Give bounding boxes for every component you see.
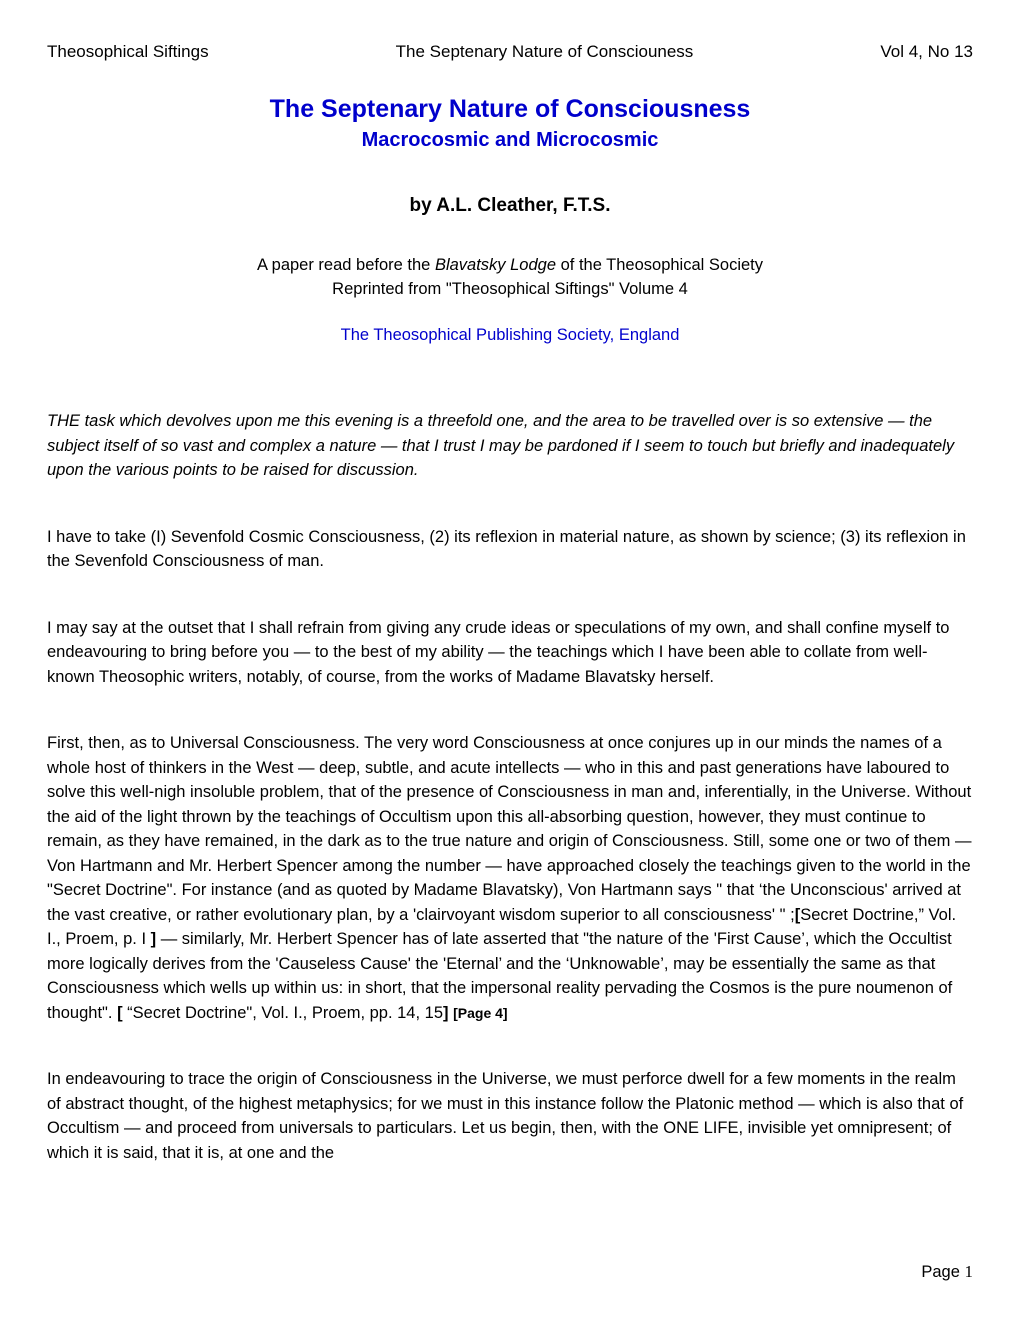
page-subtitle: Macrocosmic and Microcosmic <box>361 129 659 151</box>
article-body <box>47 409 973 1165</box>
page-header <box>47 42 973 62</box>
paragraph: I may say at the outset that I shall refrain from giving any crude ideas or speculations of my own, and shall confine myself to endeavouring to bring before you — to the best of my ability — the teachings which I have been able to collate from well-known Theosophic writers, notably, of course, from the works of Madame Blavatsky herself. <box>47 618 950 686</box>
byline: by A.L. Cleather, F.T.S. <box>409 195 611 216</box>
header-volume-info: Vol 4, No 13 <box>880 42 973 61</box>
paragraph: First, then, as to Universal Consciousness. The very word Consciousness at once conjures up in our minds the names of a whole host of thinkers in the West — deep, subtle, and acute intellects — who in this and past generations have laboured to solve this well-nigh insoluble problem, that of the presence of Consciousness in man and, inferentially, in the Universe. Without the aid of the light thrown by the teachings of Occultism upon this all-absorbing question, however, they must continue to remain, as they have remained, in the dark as to the true nature and origin of Consciousness. Still, some one or two of them — Von Hartmann and Mr. Herbert Spencer among the number — have approached closely the teachings given to the world in the "Secret Doctrine". For instance (and as quoted by Madame Blavatsky), Von Hartmann says " that ‘the Unconscious' arrived at the vast creative, or rather evolutionary plan, by a 'clairvoyant wisdom superior to all consciousness' " ;[Secret Doctrine,” Vol. I., Proem, p. I ] — similarly, Mr. Herbert Spencer has of late asserted that "the nature of the 'First Cause’, which the Occultist more logically derives from the 'Causeless Cause' the 'Eternal’ and the ‘Unknowable’, may be essentially the same as that Consciousness which wells up within us: in short, that the impersonal reality pervading the Cosmos is the pure noumenon of thought". [ “Secret Doctrine", Vol. I., Proem, pp. 14, 15] [Page 4] <box>47 734 972 1022</box>
imprint-block <box>47 253 973 301</box>
paragraph: I have to take (I) Sevenfold Cosmic Consciousness, (2) its reflexion in material nature, as shown by science; (3) its reflexion in the Sevenfold Consciousness of man. <box>47 527 966 570</box>
publisher-line: The Theosophical Publishing Society, England <box>340 326 680 344</box>
paragraph: In endeavouring to trace the origin of Consciousness in the Universe, we must perforce dwell for a few moments in the realm of abstract thought, of the highest metaphysics; for we must in this instance follow the Platonic method — which is also that of Occultism — and proceed from universals to particulars. Let us begin, then, with the ONE LIFE, invisible yet omnipresent; of which it is said, that it is, at one and the <box>47 1070 964 1162</box>
page-footer <box>921 1262 973 1282</box>
imprint-line-1: A paper read before the Blavatsky Lodge of the Theosophical Society <box>256 256 764 274</box>
page-number: 1 <box>964 1262 973 1281</box>
page-title: The Septenary Nature of Consciousness <box>269 95 751 123</box>
page-footer-label: Page <box>921 1263 960 1281</box>
header-journal-title: Theosophical Siftings <box>47 42 209 61</box>
paragraph: THE task which devolves upon me this evening is a threefold one, and the area to be travelled over is so extensive — the subject itself of so vast and complex a nature — that I trust I may be pardoned if I seem to touch but briefly and inadequately upon the various points to be raised for discussion. <box>47 412 955 479</box>
header-article-title: The Septenary Nature of Consciouness <box>395 42 694 61</box>
imprint-line-2: Reprinted from "Theosophical Siftings" Volume 4 <box>332 280 688 298</box>
